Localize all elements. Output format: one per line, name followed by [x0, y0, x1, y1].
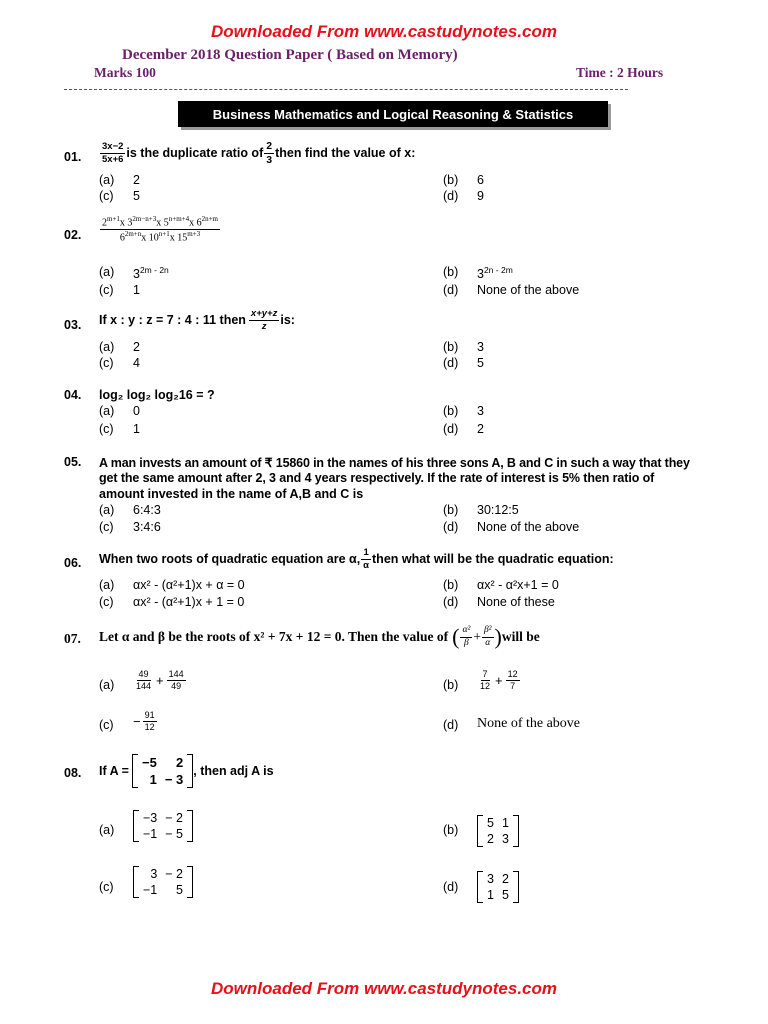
q01-label-c: (c)	[99, 189, 114, 203]
q05-line3: amount invested in the name of A,B and C is	[99, 487, 364, 501]
q07-option-c: − $\frac{91}{12}$	[133, 710, 155, 732]
q04-option-b: 3	[477, 404, 484, 418]
q01-label-b: (b)	[443, 173, 459, 187]
q04-label-c: (c)	[99, 422, 114, 436]
q07-text1: Let α and β be the roots of x² + 7x + 12 = 0. Then the value of	[99, 629, 449, 644]
q06-text2: then what will be the quadratic equation:	[372, 552, 614, 566]
q07-text2: will be	[501, 629, 540, 644]
q07-t1-num: α²	[460, 626, 472, 638]
top-download-banner: Downloaded From www.castudynotes.com	[210, 22, 558, 41]
q07-option-d: None of the above	[477, 716, 581, 731]
q03-option-d: 5	[477, 356, 484, 370]
q05-option-a: 6:4:3	[133, 503, 161, 517]
time-label: Time : 2 Hours	[576, 65, 664, 80]
q08-label-d: (d)	[443, 880, 459, 894]
q02-expr-num: $2^{m+1}x$ $3^{2m-n+3}x$ $5^{n+m+4}x$ $6^{2n+m}$	[102, 215, 218, 229]
q08-text	[99, 754, 274, 788]
q05-label-c: (c)	[99, 520, 114, 534]
q02-label-d: (d)	[443, 283, 459, 297]
q01-frac-den: 5x+6	[102, 153, 124, 165]
paper-title: December 2018 Question Paper ( Based on Memory)	[122, 47, 458, 63]
subject-banner: Business Mathematics and Logical Reasoning & Statistics	[178, 101, 608, 127]
q01-frac2-den: 3	[266, 153, 273, 166]
q05-option-d: None of the above	[477, 520, 580, 534]
q03-label-c: (c)	[99, 356, 114, 370]
q02-expression	[99, 216, 221, 244]
q04-number: 04.	[64, 388, 82, 402]
q04-label-b: (b)	[443, 404, 459, 418]
q08-option-c: 3 − 2 −1 5	[133, 866, 193, 898]
q05-label-d: (d)	[443, 520, 459, 534]
q07-label-d: (d)	[443, 718, 459, 732]
q06-text	[99, 548, 614, 570]
q03-frac-den: z	[261, 320, 267, 332]
marks-label: Marks 100	[94, 65, 156, 80]
q03-option-b: 3	[477, 340, 484, 354]
q04-label-a: (a)	[99, 404, 115, 418]
q05-option-b: 30:12:5	[477, 503, 519, 517]
q03-option-a: 2	[133, 340, 140, 354]
q08-text2: , then adj A is	[193, 764, 274, 778]
q01-label-d: (d)	[443, 189, 459, 203]
q04-text: log₂ log₂ log₂16 = ?	[99, 388, 215, 402]
q05-line2: get the same amount after 2, 3 and 4 years respectively. If the rate of interest is 5% then ratio of	[99, 471, 655, 485]
q07-t2-den: α	[485, 637, 491, 648]
q01-number: 01.	[64, 150, 82, 164]
q07-option-b: $\frac{7}{12}$ + $\frac{12}{7}$	[480, 669, 518, 691]
q07-label-a: (a)	[99, 678, 115, 692]
q06-text1: When two roots of quadratic equation are α,	[99, 552, 361, 566]
q04-option-c: 1	[133, 422, 140, 436]
q08-option-b: 5 1 2 3	[477, 815, 519, 847]
q04-option-a: 0	[133, 404, 140, 418]
q07-t1-den: β	[464, 637, 469, 648]
q01-option-b: 6	[477, 173, 484, 187]
q02-option-b: $3^{2n - 2m}$	[477, 265, 513, 282]
q02-option-c: 1	[133, 283, 140, 297]
q01-frac2-num: 2	[266, 140, 273, 152]
q03-label-d: (d)	[443, 356, 459, 370]
q03-number: 03.	[64, 318, 82, 332]
q07-t2-num: β²	[482, 626, 494, 638]
q03-option-c: 4	[133, 356, 140, 370]
q06-option-c: αx² - (α²+1)x + 1 = 0	[133, 595, 245, 609]
q03-label-b: (b)	[443, 340, 459, 354]
q06-label-b: (b)	[443, 578, 459, 592]
q02-number: 02.	[64, 228, 82, 242]
header-divider	[64, 89, 628, 90]
q03-frac-num: x+y+z	[250, 308, 278, 319]
q08-option-d: 3 2 1 5	[477, 871, 519, 903]
q05-number: 05.	[64, 455, 82, 469]
q06-option-b: αx² - α²x+1 = 0	[477, 578, 559, 592]
q02-label-c: (c)	[99, 283, 114, 297]
q08-option-a: −3 − 2 −1 − 5	[133, 810, 193, 842]
q07-label-b: (b)	[443, 678, 459, 692]
q03-label-a: (a)	[99, 340, 115, 354]
q05-label-a: (a)	[99, 503, 115, 517]
q02-expr-den: $6^{2m+n}x$ $10^{n+1}x$ $15^{m+3}$	[119, 230, 201, 244]
q01-label-a: (a)	[99, 173, 115, 187]
q06-frac-den: α	[363, 559, 370, 571]
q07-left-paren: (	[452, 624, 460, 649]
bottom-download-banner: Downloaded From www.castudynotes.com	[210, 979, 558, 998]
q05-line1: A man invests an amount of ₹ 15860 in the names of his three sons A, B and C in such a way that they	[99, 456, 690, 470]
q01-frac-num: 3x−2	[102, 141, 124, 152]
q08-label-c: (c)	[99, 880, 114, 894]
q04-option-d: 2	[477, 422, 484, 436]
q03-text1: If x : y : z = 7 : 4 : 11 then	[99, 313, 246, 327]
q08-matrix-A: −5 2 1 − 3	[132, 754, 193, 788]
q02-label-b: (b)	[443, 265, 459, 279]
q01-text1: is the duplicate ratio of	[126, 146, 264, 160]
q04-label-d: (d)	[443, 422, 459, 436]
q02-option-d: None of the above	[477, 283, 580, 297]
q06-label-c: (c)	[99, 595, 114, 609]
q06-option-a: αx² - (α²+1)x + α = 0	[133, 578, 245, 592]
q07-option-a: $\frac{49}{144}$ + $\frac{144}{49}$	[136, 669, 184, 691]
q07-number: 07.	[64, 631, 81, 646]
q08-label-b: (b)	[443, 823, 459, 837]
q07-text: Let α and β be the roots of x² + 7x + 12 = 0. Then the value of ( $\frac{\text{α²}}{\beta}$ + $\frac{\text{β²}}{\alpha}$ ) will be	[99, 624, 540, 649]
q07-right-paren: )	[494, 624, 502, 649]
q06-number: 06.	[64, 556, 82, 570]
q05-label-b: (b)	[443, 503, 459, 517]
q02-label-a: (a)	[99, 265, 115, 279]
q02-option-a: $3^{2m - 2n}$	[133, 265, 169, 282]
q03-text	[99, 309, 295, 331]
q05-option-c: 3:4:6	[133, 520, 161, 534]
q06-label-a: (a)	[99, 578, 115, 592]
q08-text1: If A =	[99, 764, 129, 778]
q01-option-c: 5	[133, 189, 140, 203]
q01-option-d: 9	[477, 189, 484, 203]
q01-option-a: 2	[133, 173, 140, 187]
q06-label-d: (d)	[443, 595, 459, 609]
q03-text2: is:	[280, 313, 295, 327]
q01-text2: then find the value of x:	[275, 146, 416, 160]
q07-label-c: (c)	[99, 718, 114, 732]
q01-text	[99, 141, 415, 165]
q06-option-d: None of these	[477, 595, 555, 609]
q06-frac-num: 1	[363, 547, 369, 558]
q08-number: 08.	[64, 766, 82, 780]
q08-label-a: (a)	[99, 823, 115, 837]
